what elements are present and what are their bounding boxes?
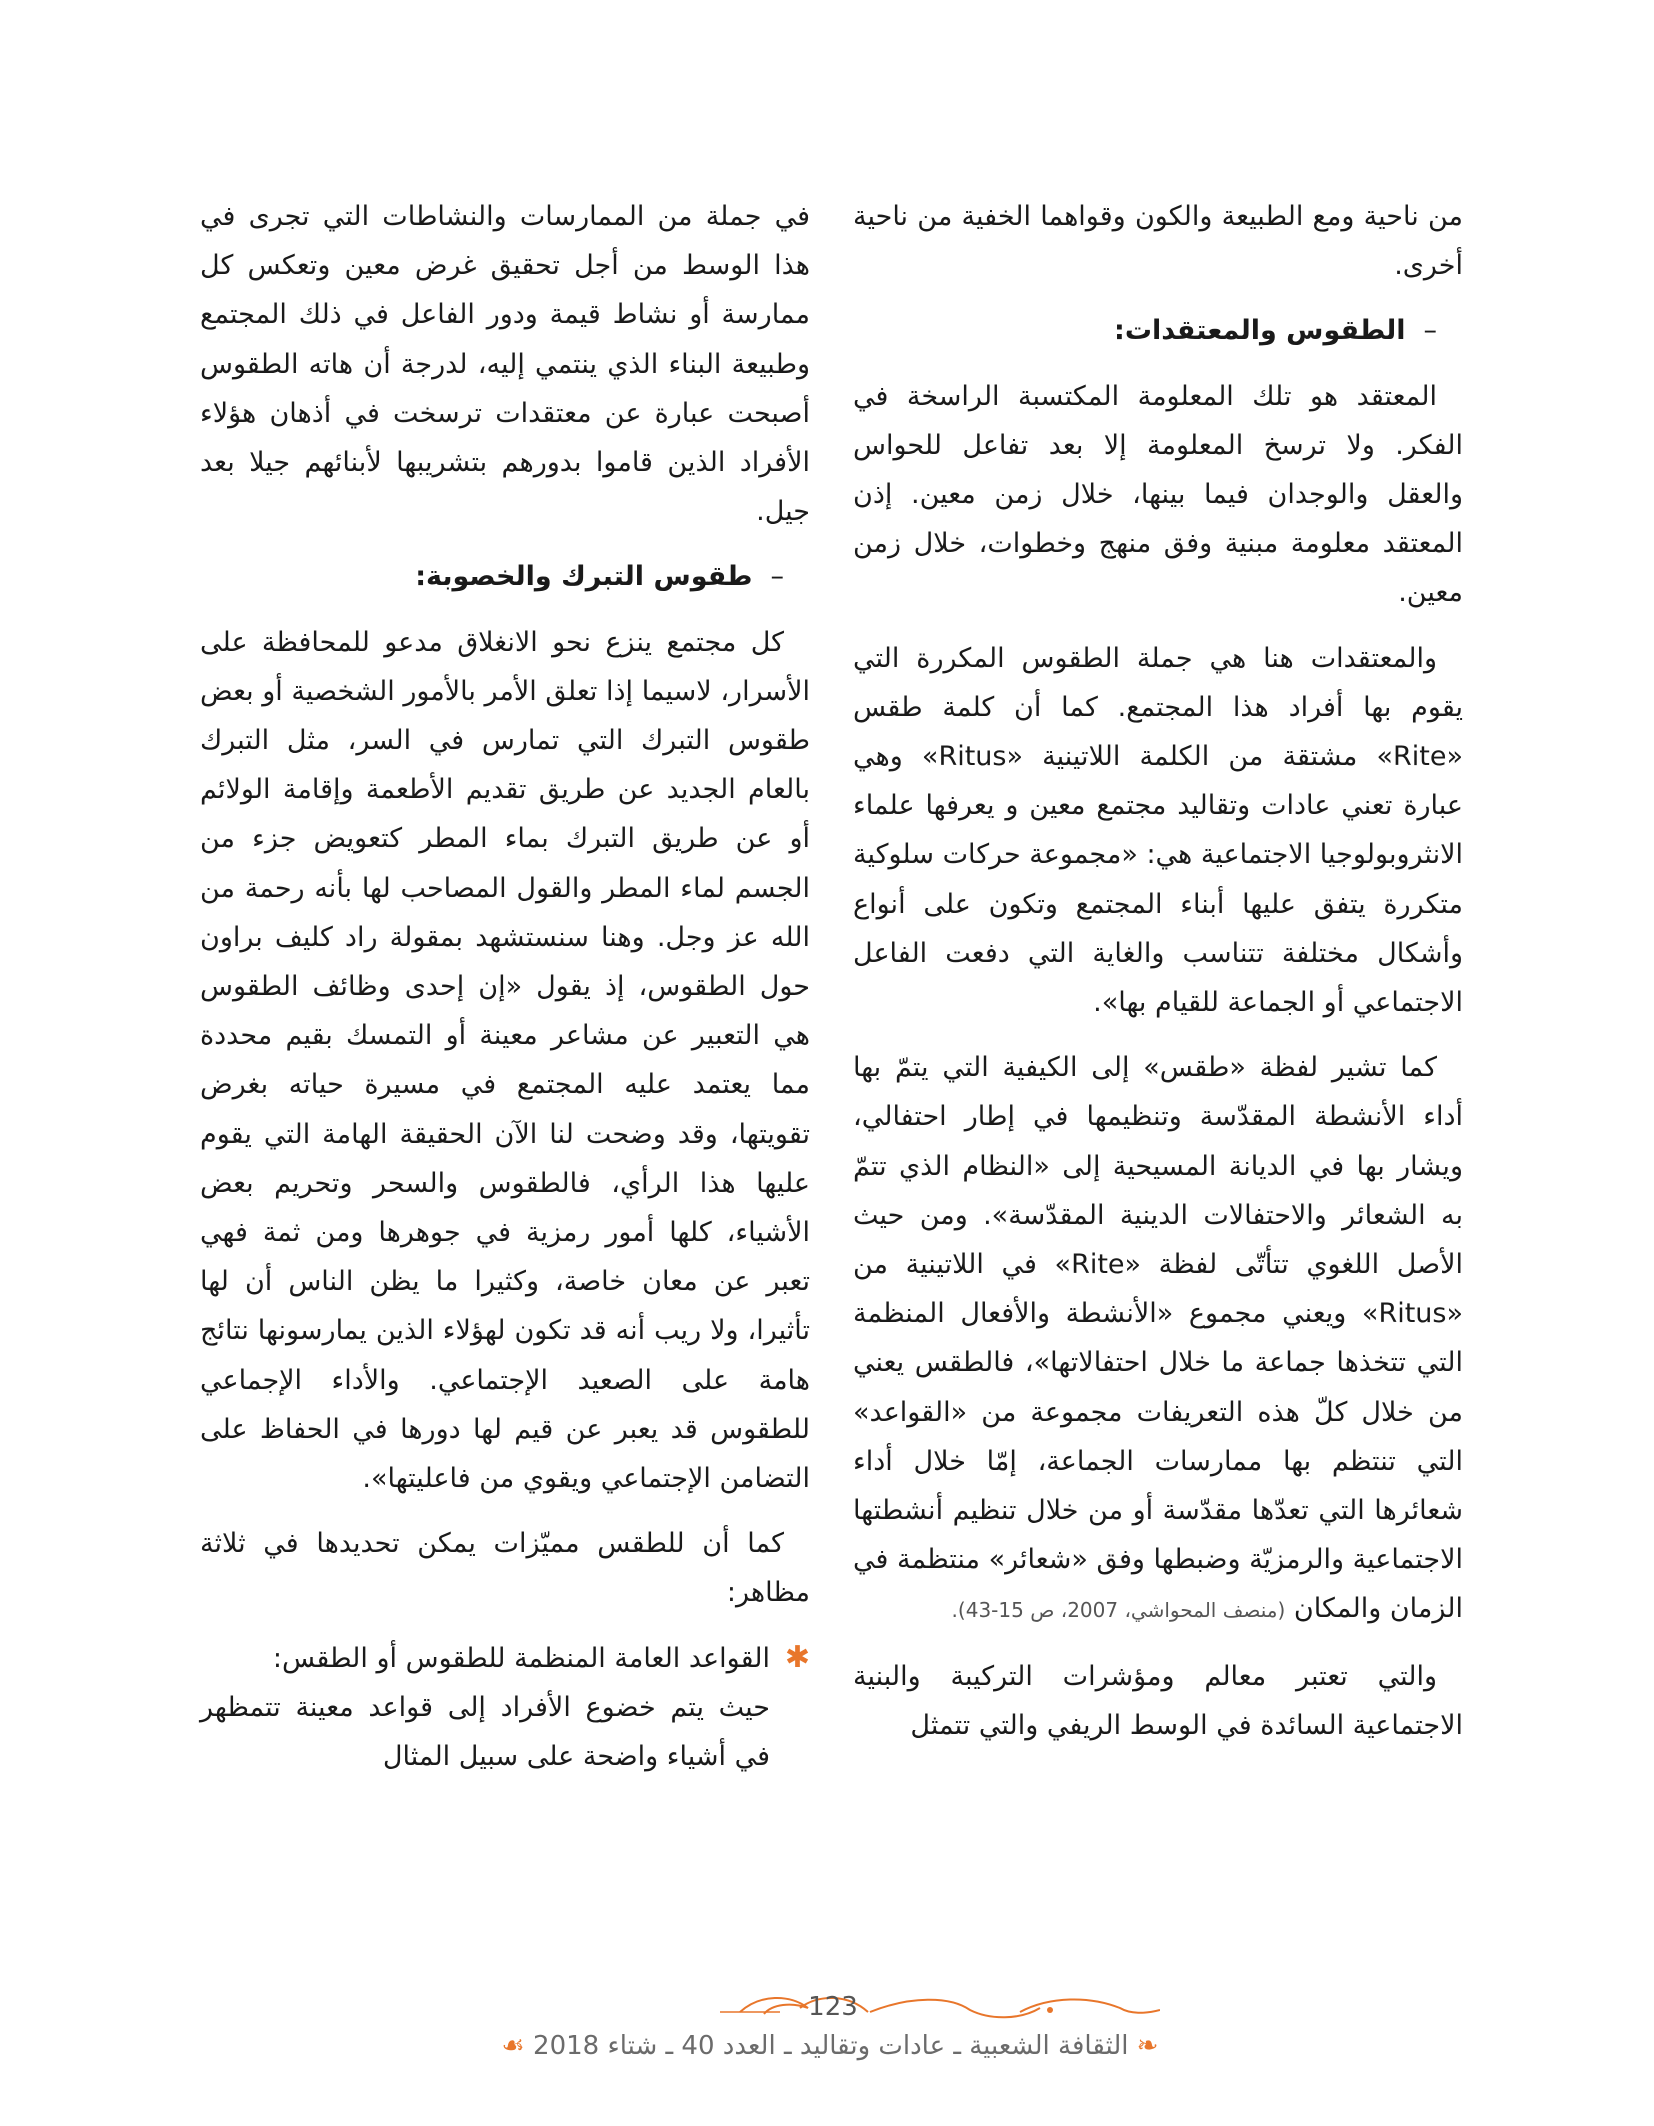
section-heading-rituals-beliefs [853,306,1463,355]
left-paragraph-1: في جملة من الممارسات والنشاطات التي تجرى في هذا الوسط من أجل تحقيق غرض معين وتعكس كل ممارسة أو نشاط قيمة ودور الفاعل في ذلك المجتمع وطبيعة البناء الذي ينتمي إليه، لدرجة أن هاته الطقوس أصبحت عبارة عن معتقدات ترسخت في أذهان هؤلاء الأفراد الذين قاموا بدورهم بتشريبها لأبنائهم جيلا بعد جيل. [200,201,810,528]
heading-dash: – [770,561,784,593]
left-column [200,192,810,1797]
left-paragraph-2: كل مجتمع ينزع نحو الانغلاق مدعو للمحافظة على الأسرار، لاسيما إذا تعلق الأمر بالأمور الشخصية أو بعض طقوس التبرك التي تمارس في السر، مثل التبرك بالعام الجديد عن طريق تقديم الأطعمة وإقامة الولائم أو عن طريق التبرك بماء المطر كتعويض جزء من الجسم لماء المطر والقول المصاحب لها بأنه رحمة من الله عز وجل. وهنا سنستشهد بمقولة راد كليف براون حول الطقوس، إذ يقول «إن إحدى وظائف الطقوس هي التعبير عن مشاعر معينة أو التمسك بقيم محددة مما يعتمد عليه المجتمع في مسيرة حياته بغرض تقويتها، وقد وضحت لنا الآن الحقيقة الهامة التي يقوم عليها هذا الرأي، فالطقوس والسحر وتحريم بعض الأشياء، كلها أمور رمزية في جوهرها ومن ثمة فهي تعبر عن معان خاصة، وكثيرا ما يظن الناس أن لها تأثيرا، ولا ريب أنه قد تكون لهؤلاء الذين يمارسونها نتائج هامة على الصعيد الإجتماعي. والأداء الإجماعي للطقوس قد يعبر عن قيم لها دورها في الحفاظ على التضامن الإجتماعي ويقوي من فاعليتها». [200,626,810,1495]
heading-text: الطقوس والمعتقدات: [1114,315,1406,347]
bullet-title: القواعد العامة المنظمة للطقوس أو الطقس: [272,1642,770,1674]
running-title [500,2026,1160,2066]
running-title-text: الثقافة الشعبية ـ عادات وتقاليد ـ العدد 40 ـ شتاء 2018 [533,2031,1129,2061]
section-heading-blessing-fertility [200,552,810,601]
right-paragraph-3: والمعتقدات هنا هي جملة الطقوس المكررة التي يقوم بها أفراد هذا المجتمع. كما أن كلمة طقس «Rite» مشتقة من الكلمة اللاتينية «Ritus» وهي عبارة تعني عادات وتقاليد مجتمع معين و يعرفها علماء الانثروبولوجيا الاجتماعية هي: «مجموعة حركات سلوكية متكررة يتفق عليها أبناء المجتمع وتكون على أنواع وأشكال مختلفة تتناسب والغاية التي دفعت الفاعل الاجتماعي أو الجماعة للقيام بها». [853,642,1464,1019]
heading-text: طقوس التبرك والخصوبة: [415,561,753,593]
right-column [853,192,1463,1766]
right-paragraph-1: من ناحية ومع الطبيعة والكون وقواهما الخفية من ناحية أخرى. [853,201,1463,282]
flower-icon: ❧ [1136,2031,1159,2061]
citation: (منصف المحواشي، 2007، ص 15-43). [951,1598,1286,1623]
bullet-item [200,1634,810,1782]
right-paragraph-5: والتي تعتبر معالم ومؤشرات التركيبة والبنية الاجتماعية السائدة في الوسط الريفي والتي تتمثل [853,1660,1463,1741]
flower-icon: ☙ [501,2031,525,2061]
page-footer [0,1990,1654,2070]
flower-bullet-icon: ✱ [784,1639,810,1675]
page-number: 123 [808,1992,858,2022]
paragraph-text: كما تشير لفظة «طقس» إلى الكيفية التي يتمّ بها أداء الأنشطة المقدّسة وتنظيمها في إطار احتفالي، ويشار بها في الديانة المسيحية إلى «النظام الذي تتمّ به الشعائر والاحتفالات الدينية المقدّسة». ومن حيث الأصل اللغوي تتأتّى لفظة «Rite» في اللاتينية من «Ritus» ويعني مجموع «الأنشطة والأفعال المنظمة التي تتخذها جماعة ما خلال احتفالاتها»، فالطقس يعني من خلال كلّ هذه التعريفات مجموعة من «القواعد» التي تنتظم بها ممارسات الجماعة، إمّا خلال أداء شعائرها التي تعدّها مقدّسة أو من خلال تنظيم أنشطتها الاجتماعية والرمزيّة وضبطها وفق «شعائر» منتظمة في الزمان والمكان [853,1052,1463,1625]
bullet-text: حيث يتم خضوع الأفراد إلى قواعد معينة تتمظهر في أشياء واضحة على سبيل المثال [200,1691,770,1773]
right-paragraph-2: المعتقد هو تلك المعلومة المكتسبة الراسخة في الفكر. ولا ترسخ المعلومة إلا بعد تفاعل للحواس والعقل والوجدان فيما بينها، خلال زمن معين. إذن المعتقد معلومة مبنية وفق منهج وخطوات، خلال زمن معين. [853,380,1463,609]
left-paragraph-3: كما أن للطقس مميّزات يمكن تحديدها في ثلاثة مظاهر: [200,1528,810,1609]
right-paragraph-4 [853,1043,1463,1635]
heading-dash: – [1423,315,1437,347]
ornament-swirl-icon [720,1990,1160,2026]
